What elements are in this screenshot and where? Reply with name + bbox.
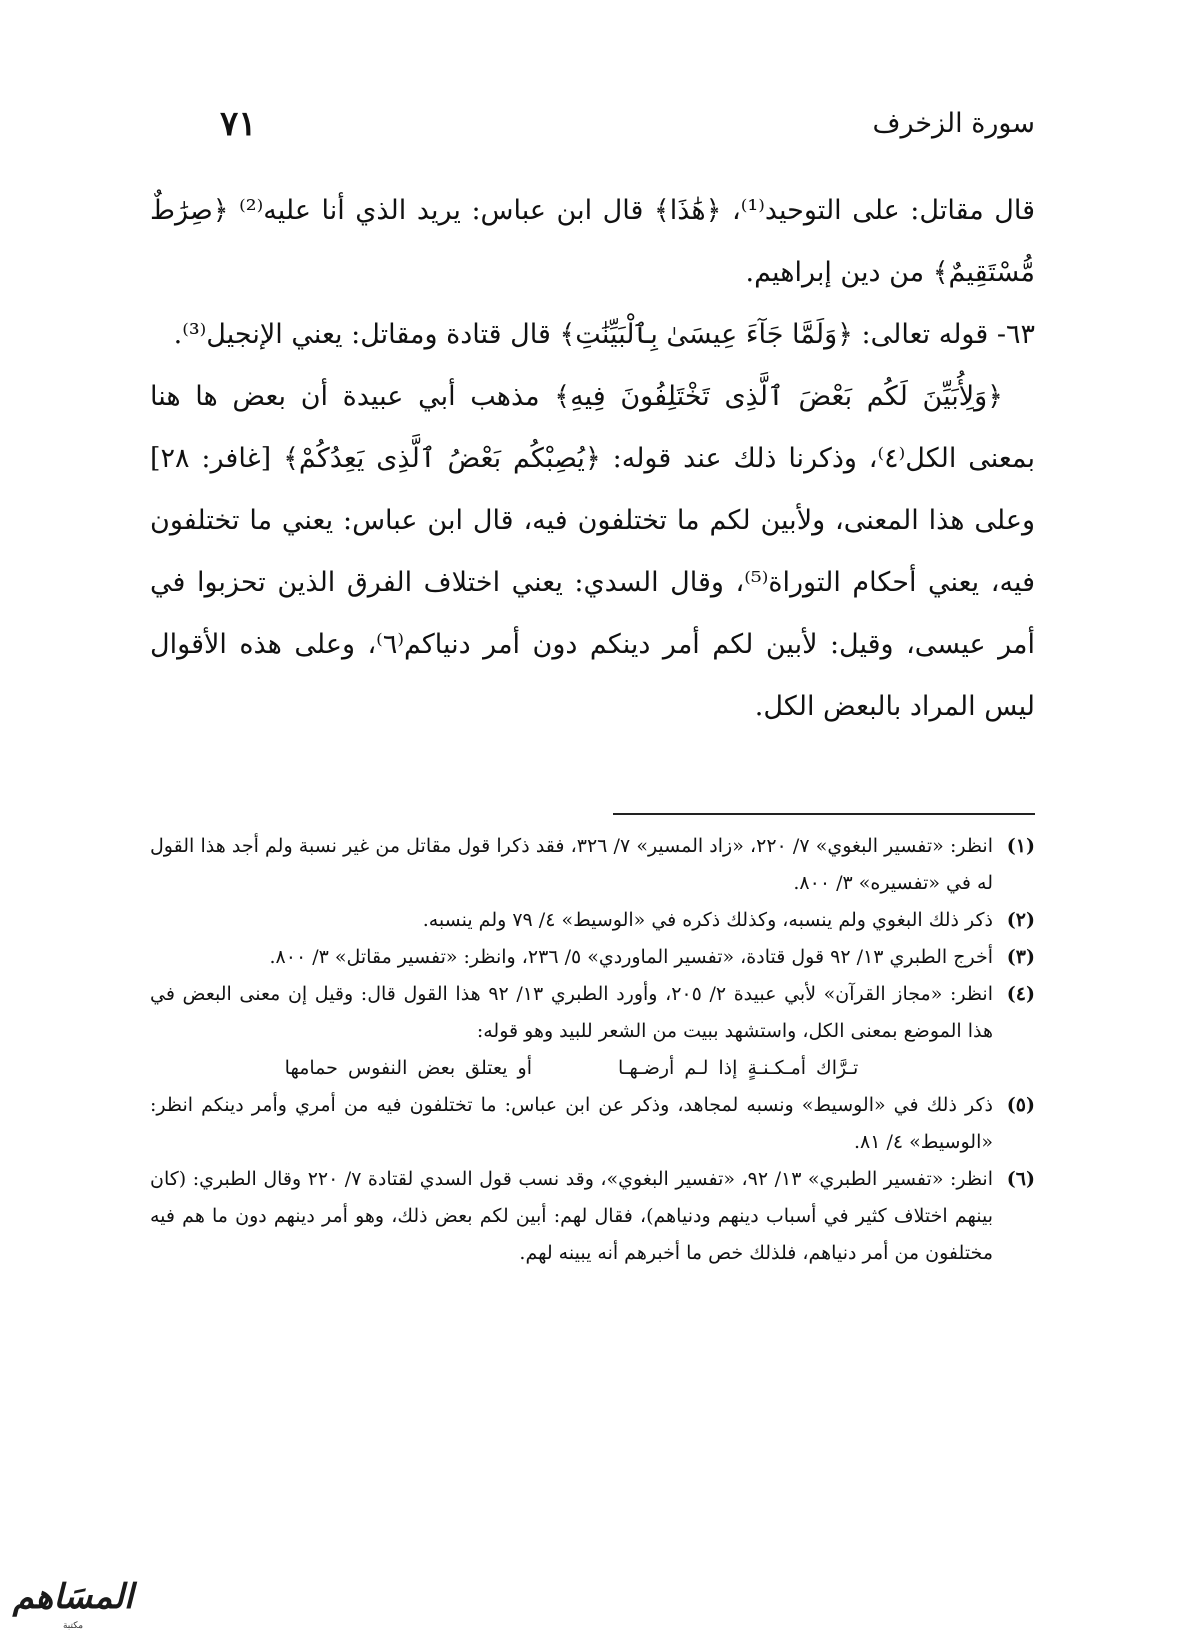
logo-text: المسَاهم bbox=[12, 1577, 134, 1617]
footnote-number: (٦) bbox=[1006, 1168, 1035, 1190]
footnote-text: انظر: «مجاز القرآن» لأبي عبيدة ٢/ ٢٠٥، وأورد الطبري ١٣/ ٩٢ هذا القول قال: وقيل إن معنى البعض في هذا الموضع بمعنى الكل، واستشهد ببيت من الشعر للبيد وهو قوله: bbox=[150, 983, 993, 1042]
footnote-text: أخرج الطبري ١٣/ ٩٢ قول قتادة، «تفسير الماوردي» ٥/ ٢٣٦، وانظر: «تفسير مقاتل» ٣/ ٨٠٠. bbox=[269, 946, 993, 968]
footnote-text: ذكر ذلك في «الوسيط» ونسبه لمجاهد، وذكر عن ابن عباس: ما تختلفون فيه من أمري وأمر دينكم انظر: «الوسيط» ٤/ ٨١. bbox=[150, 1094, 993, 1153]
footnote-text: انظر: «تفسير الطبري» ١٣/ ٩٢، «تفسير البغوي»، وقد نسب قول السدي لقتادة ٧/ ٢٢٠ وقال الطبري: (كان بينهم اختلاف كثير في أسباب دينهم ودنياهم)، فقال لهم: أبين لكم بعض ذلك، وهو أمر دينهم دون ما هم فيه مختلفون من أمر دنياهم، فلذلك خص ما أخبرهم أنه يبينه لهم. bbox=[150, 1168, 993, 1264]
verse-second-half: أو يعتلق بعض النفوس حمامها bbox=[284, 1057, 532, 1079]
footnote-6 bbox=[150, 1161, 1035, 1272]
footnotes bbox=[150, 828, 1035, 1272]
page-header bbox=[150, 100, 1035, 150]
footnote-divider bbox=[613, 813, 1035, 815]
footnote-number: (١) bbox=[1006, 835, 1035, 857]
page-number: ٧١ bbox=[220, 104, 257, 144]
surah-title: سورة الزخرف bbox=[872, 108, 1035, 139]
publisher-logo bbox=[8, 1575, 138, 1645]
footnote-number: (٣) bbox=[1006, 946, 1035, 968]
footnote-number: (٥) bbox=[1006, 1094, 1035, 1116]
footnote-text: انظر: «تفسير البغوي» ٧/ ٢٢٠، «زاد المسير» ٧/ ٣٢٦، فقد ذكرا قول مقاتل من غير نسبة ولم أجد هذا القول له في «تفسيره» ٣/ ٨٠٠. bbox=[150, 835, 993, 894]
footnote-2 bbox=[150, 902, 1035, 939]
main-text bbox=[150, 180, 1035, 738]
body-paragraph-3: ﴿وَلِأُبَيِّنَ لَكُم بَعْضَ ٱلَّذِى تَخْتَلِفُونَ فِيهِ﴾ مذهب أبي عبيدة أن بعض ها هنا بمعنى الكل⁽٤⁾، وذكرنا ذلك عند قوله: ﴿يُصِبْكُم بَعْضُ ٱلَّذِى يَعِدُكُمْ﴾ [غافر: ٢٨] وعلى هذا المعنى، ولأبين لكم ما تختلفون فيه، قال ابن عباس: يعني ما تختلفون فيه، يعني أحكام التوراة⁽⁵⁾، وقال السدي: يعني اختلاف الفرق الذين تحزبوا في أمر عيسى، وقيل: لأبين لكم أمر دينكم دون أمر دنياكم⁽٦⁾، وعلى هذه الأقوال ليس المراد بالبعض الكل. bbox=[150, 381, 1036, 722]
footnote-4 bbox=[150, 976, 1035, 1050]
poetry-verse bbox=[150, 1050, 1035, 1087]
footnote-number: (٢) bbox=[1006, 909, 1035, 931]
footnote-text: ذكر ذلك البغوي ولم ينسبه، وكذلك ذكره في «الوسيط» ٤/ ٧٩ ولم ينسبه. bbox=[422, 909, 993, 931]
footnote-3 bbox=[150, 939, 1035, 976]
body-paragraph-2: ٦٣- قوله تعالى: ﴿وَلَمَّا جَآءَ عِيسَىٰ بِٱلْبَيِّنَٰتِ﴾ قال قتادة ومقاتل: يعني الإنجيل⁽³⁾. bbox=[173, 319, 1035, 350]
footnote-1 bbox=[150, 828, 1035, 902]
footnote-number: (٤) bbox=[1006, 983, 1035, 1005]
footnote-5 bbox=[150, 1087, 1035, 1161]
verse-first-half: تـرَّاك أمـكـنـةٍ إذا لـم أرضـهـا bbox=[618, 1057, 859, 1079]
body-paragraph-1: قال مقاتل: على التوحيد⁽¹⁾، ﴿هَٰذَا﴾ قال ابن عباس: يريد الذي أنا عليه⁽²⁾ ﴿صِرَٰطٌ مُّسْتَقِيمٌ﴾ من دين إبراهيم. bbox=[150, 195, 1035, 288]
logo-subtitle: مكتبة bbox=[62, 1621, 84, 1631]
